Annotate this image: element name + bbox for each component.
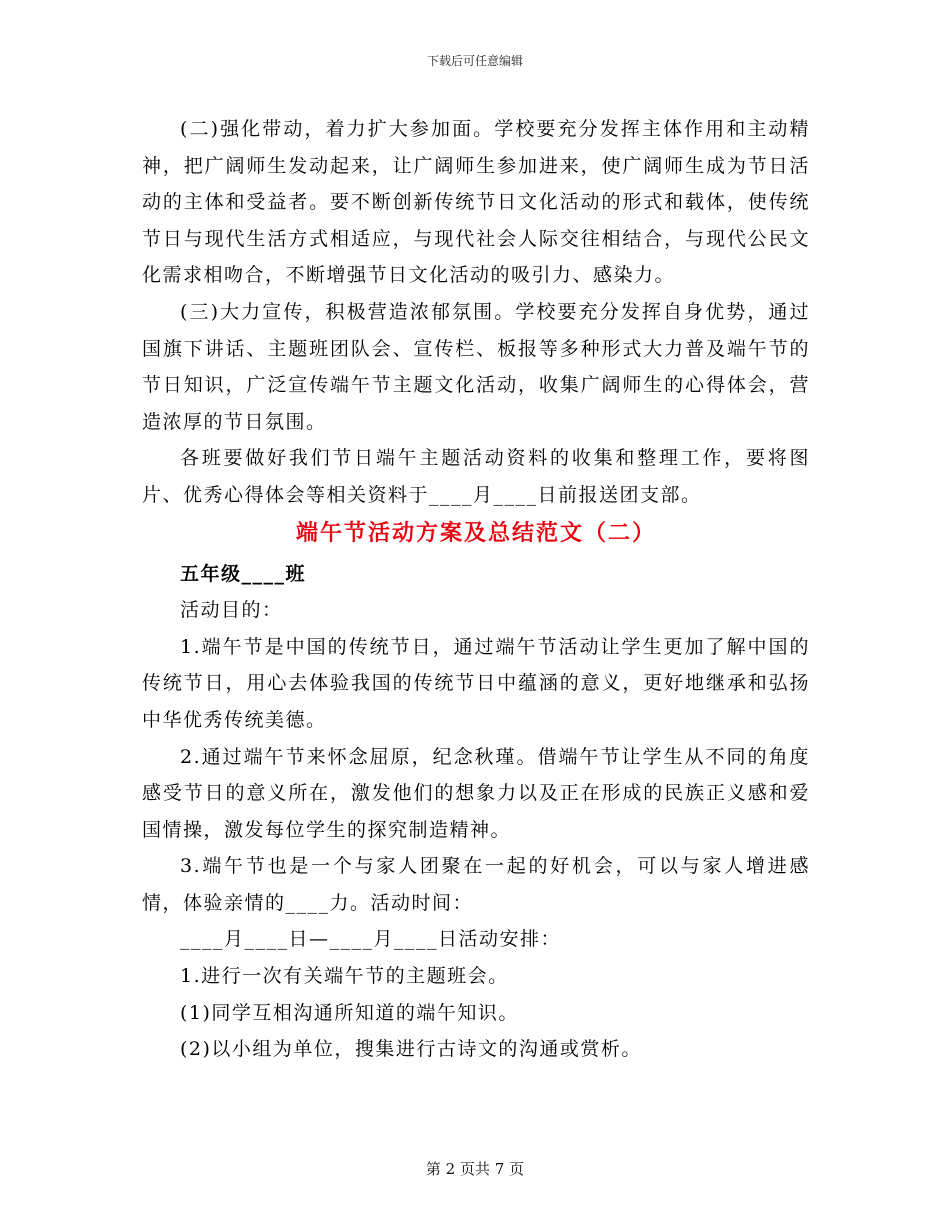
section-title: 端午节活动方案及总结范文（二） [295, 520, 656, 546]
activity-schedule-line: ____月____日—____月____日活动安排： [180, 928, 562, 951]
document-body [142, 111, 810, 1068]
paragraph-strengthen: (二)强化带动，着力扩大参加面。学校要充分发挥主体作用和主动精神，把广阔师生发动起来，让广阔师生参加进来，使广阔师生成为节日活动的主体和受益者。要不断创新传统节日文化活动的形式和载体，使传统节日与现代生活方式相适应，与现代社会人际交往相结合，与现代公民文化需求相吻合，不断增强节日文化活动的吸引力、感染力。 [142, 118, 810, 287]
grade-line: 五年级____班 [180, 562, 307, 585]
purpose-item-2: 2.通过端午节来怀念屈原，纪念秋瑾。借端午节让学生从不同的角度感受节日的意义所在，激发他们的想象力以及正在形成的民族正义感和爱国情操，激发每位学生的探究制造精神。 [142, 745, 810, 841]
purpose-item-3: 3.端午节也是一个与家人团聚在一起的好机会，可以与家人增进感情，体验亲情的____力。活动时间： [142, 855, 810, 914]
schedule-subitem-2: (2)以小组为单位，搜集进行古诗文的沟通或赏析。 [180, 1038, 642, 1061]
schedule-item-1: 1.进行一次有关端午节的主题班会。 [180, 965, 509, 988]
paragraph-publicity: (三)大力宣传，积极营造浓郁氛围。学校要充分发挥自身优势，通过国旗下讲话、主题班团队会、宣传栏、板报等多种形式大力普及端午节的节日知识，广泛宣传端午节主题文化活动，收集广阔师生的心得体会，营造浓厚的节日氛围。 [142, 300, 810, 433]
activity-purpose-heading: 活动目的： [180, 599, 283, 622]
page-header: 下载后可任意编辑 [426, 54, 523, 68]
page-number: 第 2 页共 7 页 [425, 1160, 525, 1178]
purpose-item-1: 1.端午节是中国的传统节日，通过端午节活动让学生更加了解中国的传统节日，用心去体验我国的传统节日中蕴涵的意义，更好地继承和弘扬中华优秀传统美德。 [142, 635, 810, 731]
paragraph-submission: 各班要做好我们节日端午主题活动资料的收集和整理工作，要将图片、优秀心得体会等相关资料于____月____日前报送团支部。 [142, 447, 810, 506]
schedule-subitem-1: (1)同学互相沟通所知道的端午知识。 [180, 1001, 519, 1024]
